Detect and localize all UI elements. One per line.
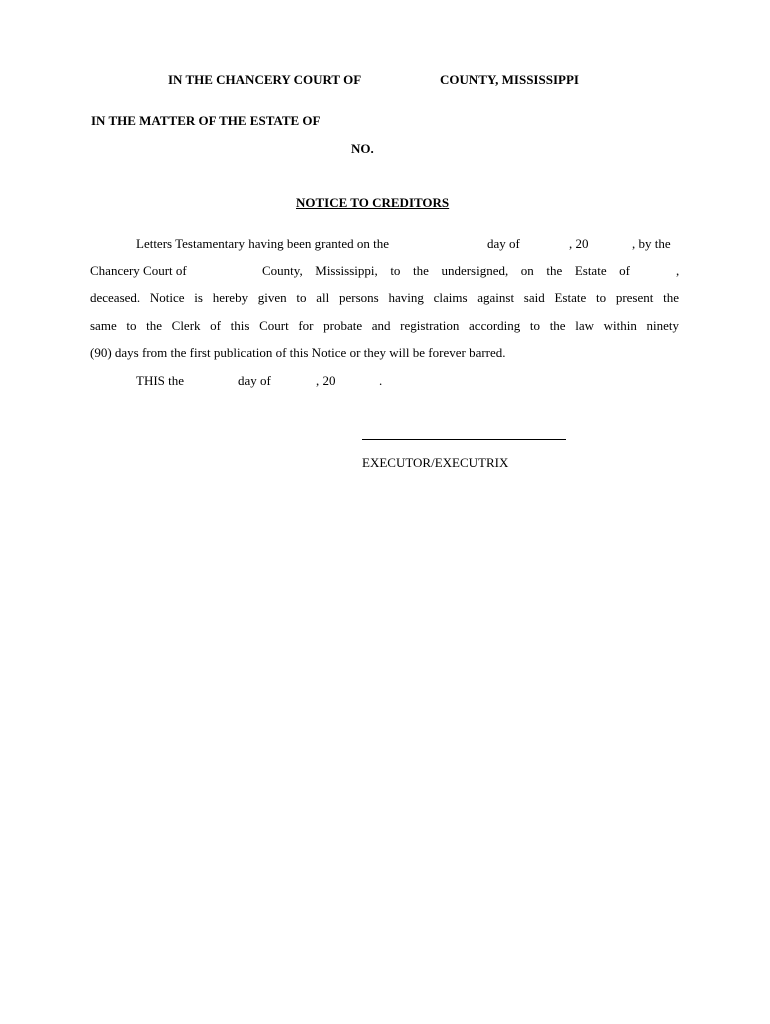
body-line1-d: , by the bbox=[632, 236, 671, 251]
body-line3: deceased. Notice is hereby given to all persons having claims against said Estate to present the bbox=[90, 290, 679, 305]
dated-this-the: THIS the bbox=[136, 373, 185, 388]
dated-day-of: day of bbox=[238, 373, 271, 388]
notice-title: NOTICE TO CREDITORS bbox=[296, 195, 450, 210]
body-line2-b: County, Mississippi, to the undersigned, on the Estate of bbox=[262, 263, 630, 278]
body-line2-c: , bbox=[676, 263, 680, 278]
court-name-right: COUNTY, MISSISSIPPI bbox=[440, 72, 579, 87]
estate-matter-heading: IN THE MATTER OF THE ESTATE OF bbox=[91, 113, 321, 128]
body-line5: (90) days from the first publication of this Notice or they will be forever barred. bbox=[90, 345, 506, 360]
body-line1-c: , 20 bbox=[569, 236, 589, 251]
case-number-label: NO. bbox=[351, 141, 374, 156]
dated-year: , 20 bbox=[316, 373, 336, 388]
body-line1-b: day of bbox=[487, 236, 520, 251]
body-line1-a: Letters Testamentary having been granted on the bbox=[136, 236, 389, 251]
signature-line bbox=[362, 439, 566, 440]
court-name-left: IN THE CHANCERY COURT OF bbox=[168, 72, 362, 87]
body-line4: same to the Clerk of this Court for probate and registration according to the law within ninety bbox=[90, 318, 679, 333]
signature-label: EXECUTOR/EXECUTRIX bbox=[362, 455, 509, 470]
body-line2-a: Chancery Court of bbox=[90, 263, 187, 278]
dated-period: . bbox=[379, 373, 383, 388]
